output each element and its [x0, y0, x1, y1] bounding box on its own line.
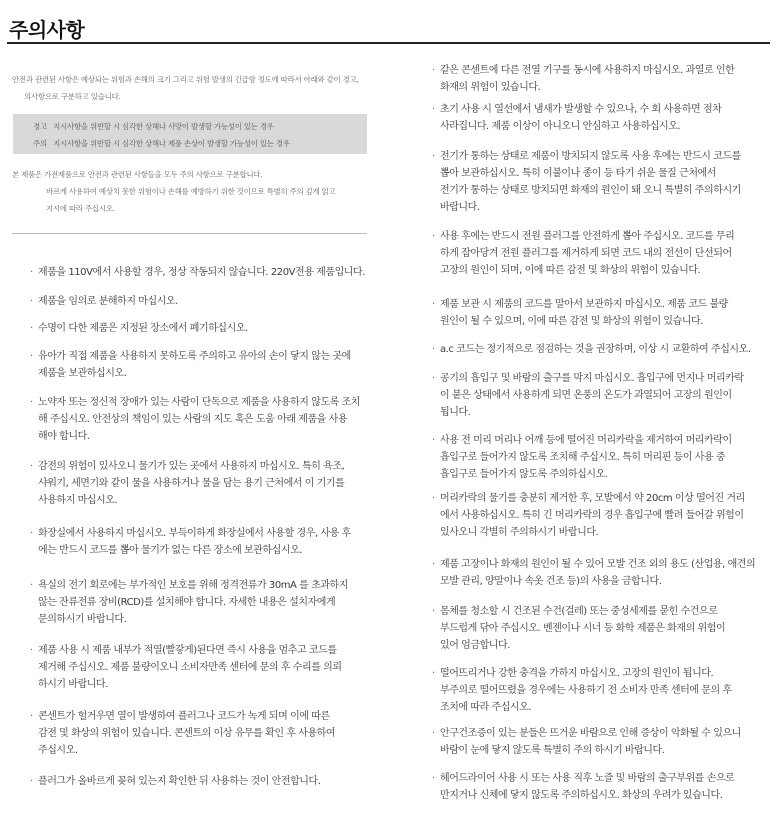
right-caution-item — [432, 770, 772, 804]
right-caution-item-line: 만지거나 신체에 닿지 않도록 주의하십시오. 화상의 우려가 있습니다. — [440, 790, 723, 801]
left-caution-item-line: 화장실에서 사용하지 마십시오. 부득이하게 화장실에서 사용할 경우, 사용 후 — [38, 528, 351, 539]
legend-caution — [33, 138, 290, 149]
right-caution-item — [432, 62, 772, 96]
note-line: 지시에 따라 주십시오. — [46, 204, 115, 213]
right-caution-item-line: 전기가 통하는 상태로 제품이 방치되지 않도록 사용 후에는 반드시 코드를 — [440, 151, 741, 162]
right-caution-item-line: 사용 전 미리 머리나 어깨 등에 떨어진 머리카락을 제거하여 머리카락이 — [440, 435, 732, 446]
legend-caution-text: 지시사항을 위반할 시 심각한 상해나 제품 손상이 발생할 가능성이 있는 경우 — [53, 139, 290, 148]
right-caution-item — [432, 101, 772, 135]
right-caution-item-line: 같은 콘센트에 다른 전열 기구를 동시에 사용하지 마십시오. 과열로 인한 — [440, 65, 735, 76]
bullet-icon: · — [432, 668, 435, 679]
bullet-icon: · — [432, 104, 435, 115]
right-caution-item-line: 에서 사용하십시오. 특히 긴 머리카락의 경우 흡입구에 빨려 들어갈 위험이 — [440, 510, 744, 521]
note-text — [12, 166, 382, 217]
left-caution-item-line: 수명이 다한 제품은 지정된 장소에서 폐기하십시오. — [38, 323, 248, 334]
bullet-icon: · — [432, 435, 435, 446]
left-caution-item — [30, 293, 378, 310]
bullet-icon: · — [30, 461, 33, 472]
right-caution-item — [432, 432, 772, 483]
note-line: 바르게 사용하여 예상치 못한 위험이나 손해를 예방하기 위한 것이므로 특별히 주의 깊게 읽고 — [46, 187, 336, 196]
intro-line: 안전과 관련된 사항은 예상되는 위험과 손해의 크기 그리고 위험 발생의 긴급함 정도에 따라서 아래와 같이 경고, — [12, 75, 359, 84]
right-caution-item — [432, 370, 772, 421]
bullet-icon: · — [30, 580, 33, 591]
left-caution-item — [30, 525, 378, 559]
legend-warning — [33, 121, 274, 132]
left-caution-item-line: 않는 잔류전류 장비(RCD)를 설치해야 합니다. 자세한 내용은 설치자에게 — [38, 597, 336, 608]
section-divider — [12, 233, 367, 234]
bullet-icon: · — [30, 296, 33, 307]
right-caution-item-line: 바랍니다. — [440, 202, 480, 213]
right-caution-item-line: 이 붙은 상태에서 사용하게 되면 온풍의 온도가 과열되어 고장의 원인이 — [440, 390, 732, 401]
bullet-icon: · — [30, 323, 33, 334]
left-caution-item-line: 욕실의 전기 회로에는 부가적인 보호를 위해 정격전류가 30mA 를 초과하지 — [38, 580, 348, 591]
bullet-icon: · — [432, 493, 435, 504]
bullet-icon: · — [30, 528, 33, 539]
bullet-icon: · — [30, 645, 33, 656]
right-caution-item-line: 있어 엄금합니다. — [440, 640, 510, 651]
left-caution-item — [30, 773, 378, 790]
bullet-icon: · — [432, 231, 435, 242]
legend-caution-label: 주의 — [33, 139, 47, 148]
left-caution-item-line: 하시기 바랍니다. — [38, 679, 108, 690]
right-caution-item-line: 부주의로 떨어뜨렸을 경우에는 사용하기 전 소비자 만족 센터에 문의 후 — [440, 685, 732, 696]
right-caution-item-line: 흡입구로 들어가지 않도록 조치해 주십시오. 특히 머리핀 등이 사용 중 — [440, 452, 726, 463]
right-caution-item-line: 안구건조증이 있는 분들은 뜨거운 바람으로 인해 증상이 악화될 수 있으니 — [440, 728, 741, 739]
bullet-icon: · — [432, 606, 435, 617]
left-caution-item-line: 노약자 또는 정신적 장애가 있는 사람이 단독으로 제품을 사용하지 않도록 조치 — [38, 397, 361, 408]
right-caution-item-line: 머리카락의 물기를 충분히 제거한 후, 모발에서 약 20cm 이상 떨어진 거리 — [440, 493, 745, 504]
right-caution-item — [432, 341, 772, 358]
right-caution-item — [432, 725, 772, 759]
intro-text — [12, 71, 382, 105]
right-caution-item-line: 사용 후에는 반드시 전원 플러그를 안전하게 뽑아 주십시오. 코드를 무리 — [440, 231, 735, 242]
right-caution-item-line: 떨어뜨리거나 강한 충격을 가하지 마십시오. 고장의 원인이 됩니다. — [440, 668, 714, 679]
right-caution-item-line: 됩니다. — [440, 407, 471, 418]
left-caution-item-line: 문의하시기 바랍니다. — [38, 614, 127, 625]
bullet-icon: · — [30, 351, 33, 362]
right-caution-item-line: 초기 사용 시 열선에서 냄새가 발생할 수 있으나, 수 회 사용하면 점차 — [440, 104, 722, 115]
right-caution-item-line: 바람이 눈에 닿지 않도록 특별히 주의 하시기 바랍니다. — [440, 745, 665, 756]
left-caution-item — [30, 320, 378, 337]
right-caution-item-line: 고장의 원인이 되며, 이에 따른 감전 및 화상의 위험이 있습니다. — [440, 265, 701, 276]
left-caution-item-line: 제품을 보관하십시오. — [38, 368, 127, 379]
left-caution-item-line: 해 주십시오. 안전상의 책임이 있는 사람의 지도 혹은 도움 아래 제품을 사용 — [38, 414, 348, 425]
page-title: 주의사항 — [9, 18, 85, 42]
right-caution-item-line: 원인이 될 수 있으며, 이에 따른 감전 및 화상의 위험이 있습니다. — [440, 316, 703, 327]
left-caution-item-line: 콘센트가 헐거우면 열이 발생하여 플러그나 코드가 녹게 되며 이에 따른 — [38, 711, 330, 722]
bullet-icon: · — [432, 299, 435, 310]
left-caution-item-line: 제품을 110V에서 사용할 경우, 정상 작동되지 않습니다. 220V전용 제품입니다. — [38, 267, 365, 278]
left-caution-item — [30, 577, 378, 628]
left-caution-item — [30, 642, 378, 693]
bullet-icon: · — [432, 728, 435, 739]
left-caution-item-line: 제품을 임의로 분해하지 마십시오. — [38, 296, 178, 307]
right-caution-item — [432, 148, 772, 216]
bullet-icon: · — [432, 373, 435, 384]
right-caution-item — [432, 490, 772, 541]
right-caution-item-line: 제품 보관 시 제품의 코드를 말아서 보관하지 마십시오. 제품 코드 불량 — [440, 299, 728, 310]
bullet-icon: · — [432, 65, 435, 76]
left-caution-item-line: 유아가 직접 제품을 사용하지 못하도록 주의하고 유아의 손이 닿지 않는 곳에 — [38, 351, 351, 362]
left-caution-item-line: 에는 반드시 코드를 뽑아 물기가 없는 다른 장소에 보관하십시오. — [38, 545, 303, 556]
left-caution-item — [30, 708, 378, 759]
intro-line: 의사항으로 구분하고 있습니다. — [24, 92, 121, 101]
legend-warning-text: 지시사항을 위반할 시 심각한 상해나 사망이 발생할 가능성이 있는 경우 — [53, 122, 274, 131]
right-caution-item — [432, 665, 772, 716]
title-divider — [7, 42, 770, 44]
right-caution-item-line: 흡입구로 들어가지 않도록 주의하십시오. — [440, 469, 608, 480]
right-caution-item-line: 사라집니다. 제품 이상이 아니오니 안심하고 사용하십시오. — [440, 121, 681, 132]
right-caution-item — [432, 603, 772, 654]
left-caution-item-line: 샤워기, 세면기와 같이 물을 사용하거나 물을 담는 용기 근처에서 이 기기를 — [38, 478, 345, 489]
right-caution-item-line: 헤어드라이어 사용 시 또는 사용 직후 노즐 및 바람의 출구부위를 손으로 — [440, 773, 735, 784]
right-caution-item-line: 조치에 따라 주십시오. — [440, 702, 532, 713]
bullet-icon: · — [30, 397, 33, 408]
left-caution-item-line: 감전의 위험이 있사오니 물기가 있는 곳에서 사용하지 마십시오. 특히 욕조, — [38, 461, 345, 472]
note-line: 본 제품은 가전제품으로 안전과 관련된 사항들을 모두 주의 사항으로 구분합니다. — [12, 170, 263, 179]
right-caution-item-line: 부드럽게 닦아 주십시오. 벤젠이나 시너 등 화학 제품은 화재의 위험이 — [440, 623, 726, 634]
right-caution-item-line: 뽑아 보관하십시오. 특히 이불이나 종이 등 타기 쉬운 물질 근처에서 — [440, 168, 716, 179]
right-caution-item-line: 화재의 위험이 있습니다. — [440, 82, 541, 93]
left-caution-item-line: 제품 사용 시 제품 내부가 적열(빨갛게)된다면 즉시 사용을 멈추고 코드를 — [38, 645, 337, 656]
right-caution-item-line: 공기의 흡입구 및 바람의 출구를 막지 마십시오. 흡입구에 먼지나 머리카락 — [440, 373, 744, 384]
left-caution-item — [30, 394, 378, 445]
bullet-icon: · — [432, 559, 435, 570]
legend-warning-label: 경고 — [33, 122, 47, 131]
left-caution-item — [30, 348, 378, 382]
right-caution-item — [432, 228, 772, 279]
right-caution-item-line: 몸체를 청소할 시 건조된 수건(걸레) 또는 중성세제를 묻힌 수건으로 — [440, 606, 718, 617]
right-caution-item-line: 제품 고장이나 화재의 원인이 될 수 있어 모발 건조 외의 용도 (산업용, 애견의 — [440, 559, 756, 570]
right-caution-item-line: 모발 관리, 양말이나 속옷 건조 등)의 사용을 금합니다. — [440, 576, 662, 587]
left-caution-item-line: 플러그가 올바르게 꽂혀 있는지 확인한 뒤 사용하는 것이 안전합니다. — [38, 776, 321, 787]
right-caution-item-line: 있사오니 각별히 주의하시기 바랍니다. — [440, 527, 599, 538]
right-caution-item-line: a.c 코드는 정기적으로 점검하는 것을 권장하며, 이상 시 교환하여 주십시오. — [440, 344, 751, 355]
left-caution-item-line: 제거해 주십시오. 제품 불량이오니 소비자만족 센터에 문의 후 수리를 의뢰 — [38, 662, 342, 673]
left-caution-item-line: 주십시오. — [38, 745, 78, 756]
bullet-icon: · — [432, 151, 435, 162]
left-caution-item-line: 해야 합니다. — [38, 431, 90, 442]
bullet-icon: · — [30, 776, 33, 787]
left-caution-item-line: 감전 및 화상의 위험이 있습니다. 콘센트의 이상 유무를 확인 후 사용하여 — [38, 728, 336, 739]
left-caution-item — [30, 264, 378, 281]
bullet-icon: · — [432, 773, 435, 784]
bullet-icon: · — [30, 711, 33, 722]
left-caution-item — [30, 458, 378, 509]
bullet-icon: · — [30, 267, 33, 278]
right-caution-item-line: 하게 잡아당겨 전원 플러그를 제거하게 되면 코드 내의 전선이 단선되어 — [440, 248, 732, 259]
bullet-icon: · — [432, 344, 435, 355]
right-caution-item — [432, 556, 772, 590]
left-caution-item-line: 사용하지 마십시오. — [38, 495, 118, 506]
right-caution-item — [432, 296, 772, 330]
right-caution-item-line: 전기가 통하는 상태로 방치되면 화재의 원인이 돼 오니 특별히 주의하시기 — [440, 185, 741, 196]
